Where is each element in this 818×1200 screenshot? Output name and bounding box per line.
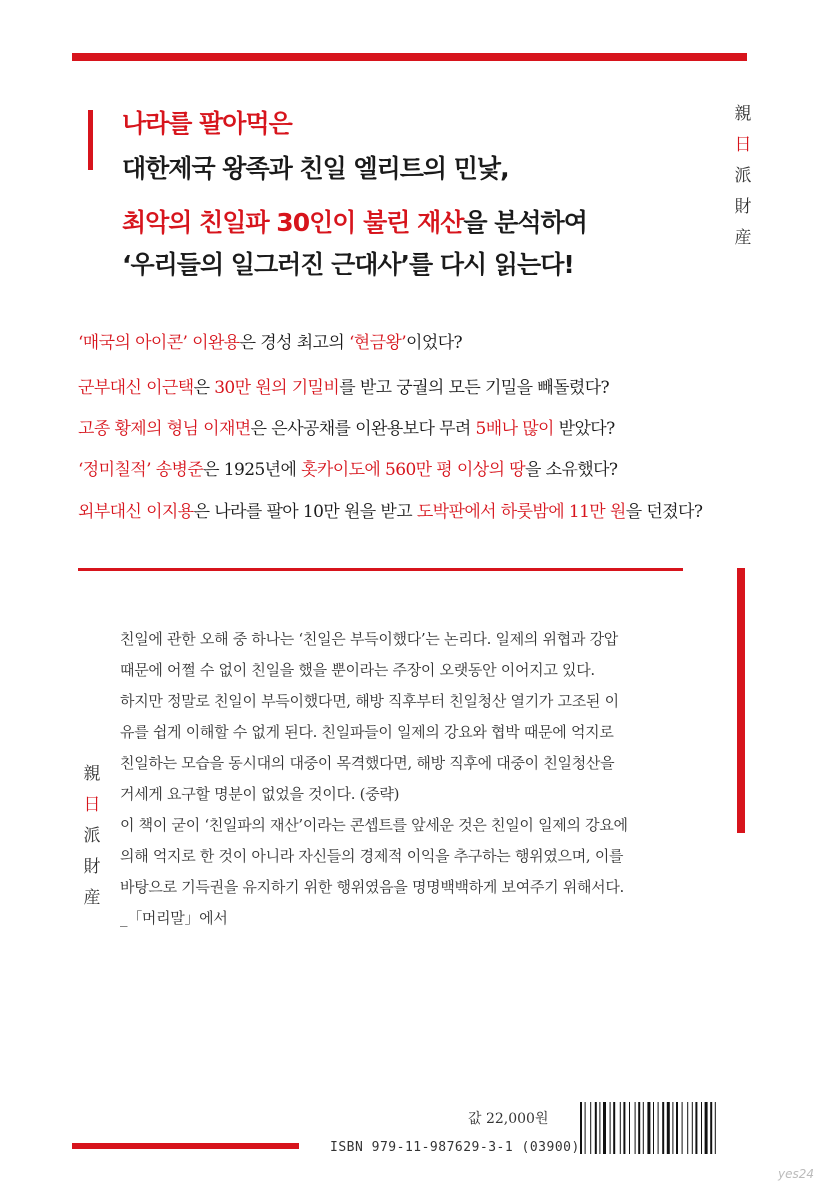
question-text: 은 은사공채를 이완용보다 무려 — [250, 419, 476, 439]
question-text: 이었다? — [406, 333, 463, 353]
headline-line-3 — [122, 203, 587, 239]
question-text: 을 소유했다? — [525, 460, 618, 480]
question-line-2 — [78, 373, 609, 398]
question-text: 을 던졌다? — [625, 502, 703, 522]
question-highlight: 도박판에서 하룻밤에 11만 원 — [416, 502, 626, 522]
price-label: 값 22,000원 — [468, 1111, 549, 1127]
excerpt-source: _「머리말」에서 — [120, 909, 228, 927]
question-highlight: ‘현금왕’ — [348, 333, 407, 353]
isbn-label: ISBN 979-11-987629-3-1 (03900) — [330, 1140, 580, 1155]
question-highlight: ‘정미칠적’ 송병준 — [78, 460, 204, 480]
question-highlight: 홋카이도에 560만 평 이상의 땅 — [301, 460, 526, 480]
vertical-title-char: 派 — [83, 826, 101, 846]
question-text: 은 경성 최고의 — [239, 333, 349, 353]
question-text: 를 받고 궁궐의 모든 기밀을 빼돌렸다? — [339, 378, 610, 398]
question-highlight: ‘매국의 아이콘’ 이완용 — [78, 333, 240, 353]
headline-red-marker — [88, 110, 93, 170]
excerpt-line: 바탕으로 기득권을 유지하기 위한 행위였음을 명명백백하게 보여주기 위해서다. — [120, 878, 625, 896]
question-line-4 — [78, 455, 617, 480]
vertical-title-char: 産 — [83, 888, 101, 908]
excerpt-line: 이 책이 굳이 ‘친일파의 재산’이라는 콘셉트를 앞세운 것은 친일이 일제의 강요에 — [120, 816, 628, 834]
vertical-title-char: 財 — [734, 197, 752, 217]
barcode-icon — [580, 1102, 746, 1154]
headline-line-2: 대한제국 왕족과 친일 엘리트의 민낯, — [122, 154, 509, 183]
right-red-vertical-bar — [737, 568, 745, 833]
middle-red-rule — [78, 568, 683, 571]
vertical-title-char: 日 — [83, 795, 101, 815]
excerpt-line: 친일에 관한 오해 중 하나는 ‘친일은 부득이했다’는 논리다. 일제의 위협과 강압 — [120, 630, 618, 648]
question-highlight: 군부대신 이근택 — [78, 378, 194, 398]
vertical-title-char: 産 — [734, 228, 752, 248]
question-highlight: 외부대신 이지용 — [78, 502, 194, 522]
headline-line-3-highlight: 최악의 친일파 30인이 불린 재산 — [122, 208, 464, 237]
question-text: 은 1925년에 — [203, 460, 302, 480]
bottom-red-rule — [72, 1143, 299, 1149]
vertical-title-char: 財 — [83, 857, 101, 877]
excerpt-line: 의해 억지로 한 것이 아니라 자신들의 경제적 이익을 추구하는 행위였으며, 이를 — [120, 847, 624, 865]
question-highlight: 고종 황제의 형님 이재면 — [78, 419, 251, 439]
question-text: 은 — [193, 378, 215, 398]
question-line-1 — [78, 328, 462, 353]
top-red-rule — [72, 53, 747, 61]
excerpt-line: 유를 쉽게 이해할 수 없게 된다. 친일파들이 일제의 강요와 협박 때문에 억지로 — [120, 723, 614, 741]
watermark: yes24 — [778, 1167, 815, 1181]
vertical-title-char: 日 — [734, 135, 752, 155]
question-text: 은 나라를 팔아 10만 원을 받고 — [193, 502, 417, 522]
vertical-title-side — [80, 766, 104, 921]
vertical-title-char: 派 — [734, 166, 752, 186]
excerpt-line: 거세게 요구할 명분이 없었을 것이다. (중략) — [120, 785, 400, 803]
vertical-title-char: 親 — [734, 104, 752, 124]
excerpt-line: 때문에 어쩔 수 없이 친일을 했을 뿐이라는 주장이 오랫동안 이어지고 있다. — [120, 661, 595, 679]
excerpt-line: 하지만 정말로 친일이 부득이했다면, 해방 직후부터 친일청산 열기가 고조된 이 — [120, 692, 619, 710]
headline-line-1: 나라를 팔아먹은 — [122, 109, 292, 138]
excerpt-line: 친일하는 모습을 동시대의 대중이 목격했다면, 해방 직후에 대중이 친일청산을 — [120, 754, 615, 772]
headline-line-4: ‘우리들의 일그러진 근대사’를 다시 읽는다! — [122, 250, 574, 279]
question-highlight: 5배나 많이 — [475, 419, 554, 439]
vertical-title-top — [731, 106, 755, 261]
question-text: 받았다? — [553, 419, 615, 439]
headline-line-3-rest: 을 분석하여 — [463, 208, 587, 237]
question-highlight: 30만 원의 기밀비 — [214, 378, 340, 398]
question-line-3 — [78, 414, 615, 439]
excerpt-body — [120, 624, 700, 934]
vertical-title-char: 親 — [83, 764, 101, 784]
question-line-5 — [78, 497, 702, 522]
